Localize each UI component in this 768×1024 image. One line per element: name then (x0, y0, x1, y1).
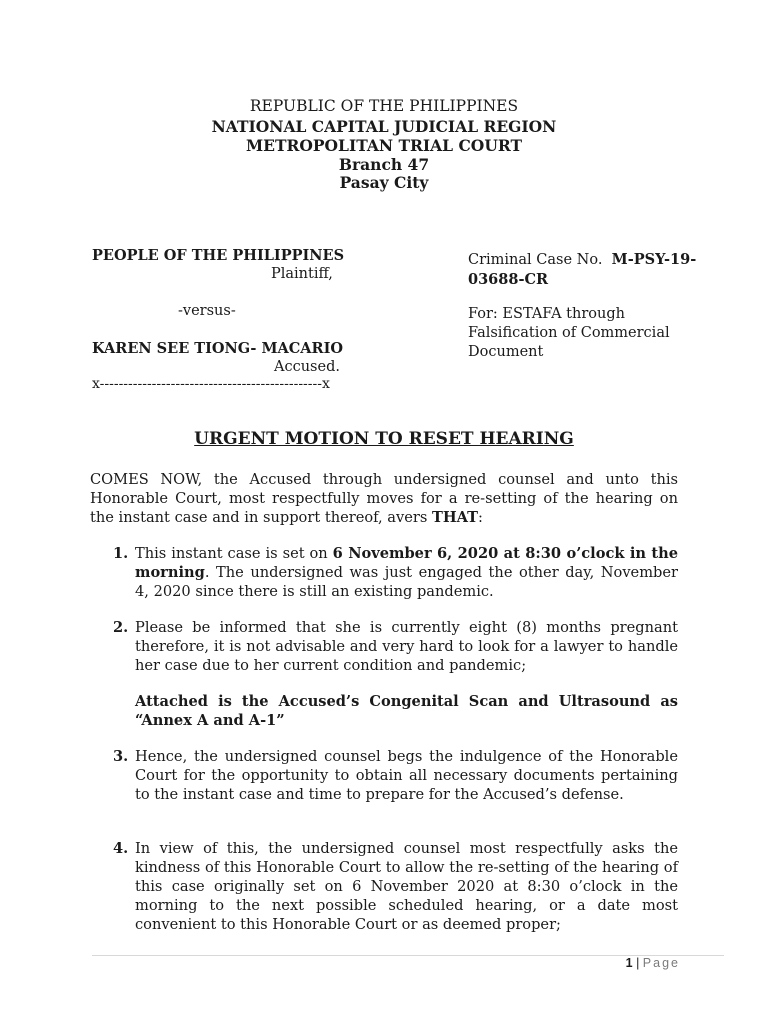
item-3-text: Hence, the undersigned counsel begs the indulgence of the Honorable Court for the opportunity to obtain all necessary documents pertaining to the instant case and time to prepare for the Accused’s defense. (135, 748, 678, 803)
page-word: Page (642, 956, 680, 970)
intro-bold: THAT (431, 509, 479, 526)
court-header-city: Pasay City (339, 173, 429, 192)
intro-text: COMES NOW, the Accused through undersigned counsel and unto this Honorable Court, most respectfully moves for a re-setting of the hearing on the instant case and in support thereof, avers (90, 471, 678, 526)
item-2-text: Please be informed that she is currently eight (8) months pregnant therefore, it is not advisable and very hard to look for a lawyer to handle her case due to her current condition and pandemic; (135, 619, 678, 674)
item-1-post: . The undersigned was just engaged the other day, November 4, 2020 since there is still an existing pandemic. (135, 564, 678, 600)
item-3-number: 3. (113, 748, 129, 765)
case-number-value-a: M-PSY-19- (611, 251, 697, 268)
item-1-number: 1. (113, 545, 129, 562)
case-offense (468, 305, 728, 362)
item-1-date: 6 November 6, 2020 at 8:30 o’clock in the morning (135, 545, 678, 581)
document-title: URGENT MOTION TO RESET HEARING (194, 429, 574, 449)
annex-note: Attached is the Accused’s Congenital Scan and Ultrasound as “Annex A and A-1” (135, 693, 678, 729)
intro-paragraph (90, 470, 678, 527)
court-header-court: METROPOLITAN TRIAL COURT (246, 136, 522, 155)
item-1-text (135, 544, 678, 601)
versus-label: -versus- (178, 303, 236, 319)
offense-line-1: For: ESTAFA through (468, 306, 625, 322)
page-footer (626, 956, 680, 970)
caption-separator: x-----------------------------------------------x (92, 376, 330, 392)
intro-colon: : (478, 509, 483, 526)
court-header-branch: Branch 47 (338, 155, 430, 174)
item-4-number: 4. (113, 840, 129, 857)
plaintiff-role: Plaintiff, (271, 266, 333, 282)
court-header-republic: REPUBLIC OF THE PHILIPPINES (249, 97, 519, 115)
page-separator: | (632, 956, 643, 970)
case-number (468, 250, 728, 290)
accused-role: Accused. (274, 359, 340, 375)
accused-name: KAREN SEE TIONG- MACARIO (92, 340, 344, 357)
page-number: 1 (625, 956, 633, 970)
item-1-pre: This instant case is set on (135, 545, 333, 562)
case-number-label: Criminal Case No. (468, 252, 603, 268)
offense-line-2: Falsification of Commercial (468, 325, 670, 341)
item-2-number: 2. (113, 619, 129, 636)
case-number-value-b: 03688-CR (468, 271, 549, 288)
offense-line-3: Document (468, 344, 544, 360)
item-4-text: In view of this, the undersigned counsel most respectfully asks the kindness of this Honorable Court to allow the re-setting of the hearing of this case originally set on 6 November 2020 at 8:30 o’clock in the morning to the next possible scheduled hearing, or a date most convenient to this Honorable Court or as deemed proper; (135, 840, 678, 933)
plaintiff-name: PEOPLE OF THE PHILIPPINES (92, 247, 345, 264)
court-header-region: NATIONAL CAPITAL JUDICIAL REGION (211, 117, 557, 136)
